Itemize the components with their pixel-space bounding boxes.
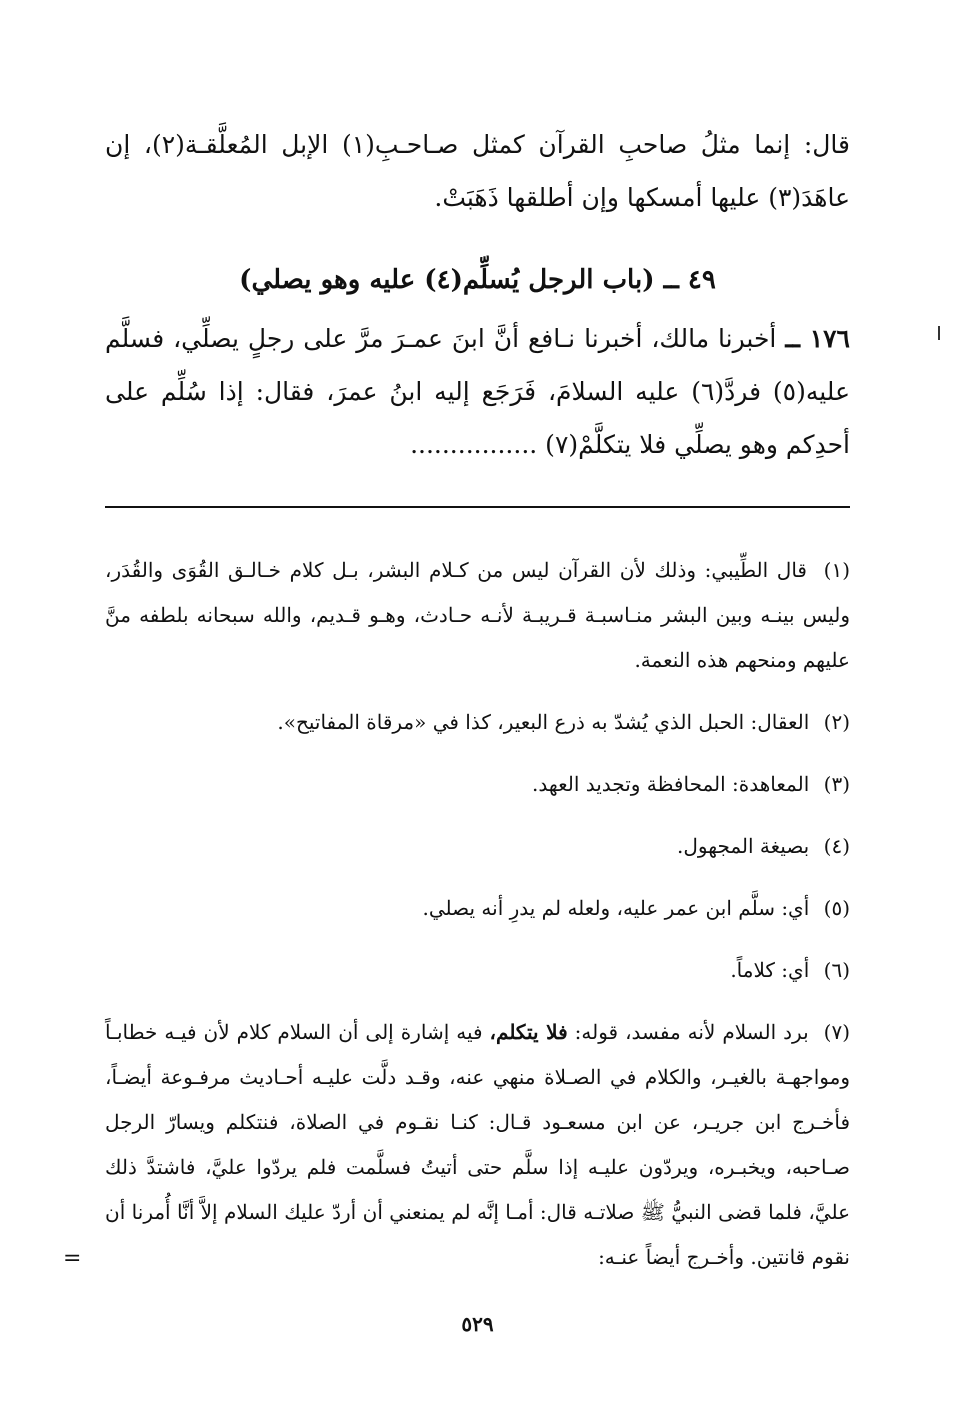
hadith-number: ١٧٦ ــ bbox=[785, 324, 850, 353]
hadith-line-3: إذا سُلِّم على أحدِكم وهو يصلِّي فلا يتكلَّمْ(٧) bbox=[105, 377, 850, 459]
section-heading bbox=[105, 258, 850, 302]
footnote-4 bbox=[105, 824, 850, 869]
footnote-number: (٣) bbox=[823, 772, 850, 796]
dot-leader: ................ bbox=[410, 430, 538, 459]
hadith-line-1: أخبرنا مالك، أخبرنا نـافع أنَّ ابنَ عمـرَ مرَّ على رجلٍ bbox=[247, 324, 777, 353]
hadith-176 bbox=[105, 312, 850, 471]
main-text bbox=[105, 118, 850, 224]
paragraph-1 bbox=[105, 118, 850, 224]
footnote-text: العقال: الحبل الذي يُشدّ به ذرع البعير، كذا في «مرقاة المفاتيح». bbox=[277, 710, 810, 734]
page-number: ٥٢٩ bbox=[461, 1312, 494, 1336]
footnote-number: (٧) bbox=[823, 1020, 851, 1044]
footnote-quoted-phrase: فلا يتكلم، bbox=[489, 1020, 568, 1044]
footnote-1 bbox=[105, 548, 850, 683]
continuation-mark: = bbox=[63, 1246, 82, 1271]
footnote-number: (٢) bbox=[823, 710, 850, 734]
footnote-text: أي: سلَّم ابن عمر عليه، ولعله لم يدرِ أنه يصلي. bbox=[422, 896, 810, 920]
footnote-number: (٥) bbox=[823, 896, 850, 920]
footnote-separator bbox=[105, 506, 850, 508]
page bbox=[63, 0, 851, 1401]
paragraph-1-line-2: عاهَدَ(٣) عليها أمسكها وإن أطلقها ذَهَبَتْ. bbox=[434, 183, 850, 212]
footnote-5 bbox=[105, 886, 850, 931]
footnotes bbox=[105, 548, 850, 1297]
footnote-text-before: برد السلام لأنه مفسد، قوله: bbox=[574, 1020, 809, 1044]
footnote-text-after: فيه إشارة إلى أن السلام كلام لأن فيـه خطابـاً ومواجهـة بالغيـر، والكلام في الصـلاة منهي عنه، وقـد دلَّت عليـه أحـاديث مرفـوعة أيضـاً، فأخـرج ابن جريـر، عن ابن مسعـود قـال: كنـا نقـوم في الصلاة، فنتكلم ويسارّ الرجل صـاحبه، ويخبـره، ويردّون عليـه إذا سلَّم حتى أتيتُ فسلَّمت فلم يردّوا عليَّ، فاشتدَّ ذلك عليَّ، فلما قضى النبيُّ ﷺ صلاتـه قال: أمـا إنَّه لم يمنعني أن أردّ عليك السلام إلاَّ أنَّا أُمرنا أن نقوم قانتين. وأخـرج أيضاً عنـه: bbox=[105, 1020, 850, 1269]
hadith-line-2: يصلِّي، فسلَّم عليه(٥) فردَّ(٦) عليه السلامَ، فَرَجَع إليه ابنُ عمرَ، فقال: bbox=[105, 324, 850, 406]
footnote-number: (٤) bbox=[823, 834, 850, 858]
footnote-text: قال الطِّيبي: وذلك لأن القرآن ليس من كـلام البشر، بـل كلام خـالـق القُوَى والقُدَر، وليس بينـه وبين البشر منـاسبـة قـريبـة لأنـه حـادث، وهـو قـديم، والله سبحانه بلطفه منَّ عليهم ومنحهم هذه النعمة. bbox=[105, 558, 850, 672]
hadith-text bbox=[105, 312, 850, 471]
footnote-2 bbox=[105, 700, 850, 745]
section-number: ٤٩ ــ bbox=[663, 265, 716, 295]
footnote-3 bbox=[105, 762, 850, 807]
footnote-number: (٦) bbox=[823, 958, 850, 982]
footnote-text: أي: كلاماً. bbox=[730, 958, 810, 982]
footnote-7 bbox=[105, 1010, 850, 1280]
margin-mark bbox=[938, 326, 940, 340]
footnote-number: (١) bbox=[823, 558, 851, 582]
paragraph-1-line-1: قال: إنما مثلُ صاحبِ القرآن كمثل صـاحـبِ(١) الإبل المُعلَّقـة(٢)، إن bbox=[105, 130, 850, 159]
section-title: (باب الرجل يُسلِّم(٤) عليه وهو يصلي) bbox=[239, 265, 655, 295]
footnote-6 bbox=[105, 948, 850, 993]
footnote-text: بصيغة المجهول. bbox=[677, 834, 810, 858]
footnote-text: المعاهدة: المحافظة وتجديد العهد. bbox=[532, 772, 810, 796]
